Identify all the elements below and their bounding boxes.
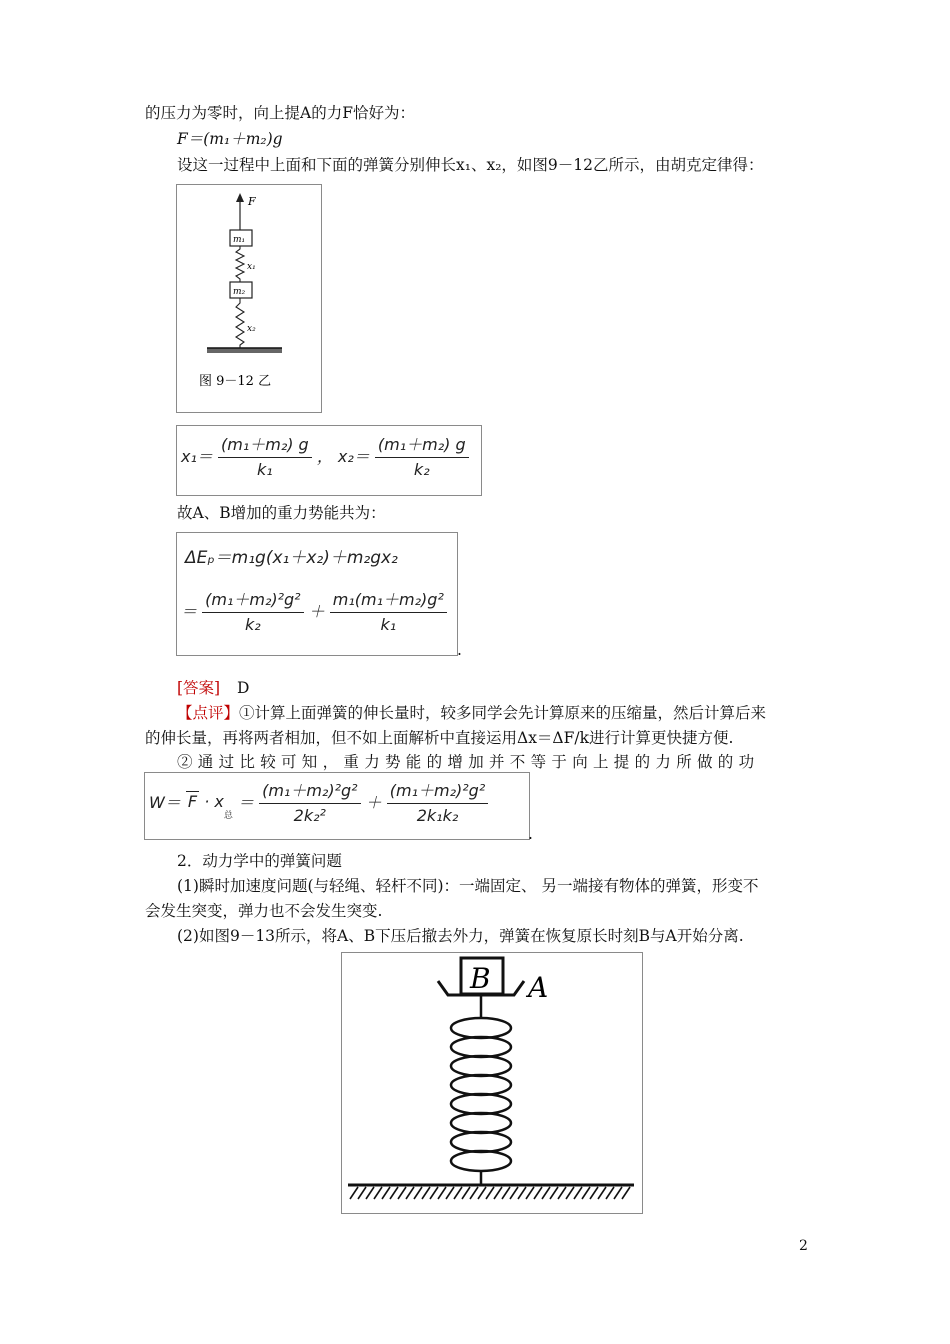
pe-plus: ＋: [308, 602, 325, 621]
answer-value: D: [237, 679, 250, 697]
x2-denominator: k₂: [413, 460, 430, 479]
pe-den-1: k₂: [245, 615, 261, 634]
page-number: 2: [799, 1238, 808, 1254]
pe-line-1: ΔEₚ＝m₁g(x₁＋x₂)＋m₂gx₂: [185, 548, 398, 568]
comment-text-3: ②通过比较可知，重力势能的增加并不等于向上提的力所做的功: [177, 753, 760, 771]
x2-label: x₂: [247, 324, 256, 334]
answer-label: [答案]: [177, 679, 221, 697]
spring-separation-diagram: [342, 953, 642, 1213]
work-num-2: (m₁＋m₂)²g²: [387, 778, 488, 804]
block-b-label: B: [470, 962, 491, 995]
work-sub: 总: [223, 811, 233, 821]
pe-num-1: (m₁＋m₂)²g²: [202, 587, 303, 613]
pe-num-2: m₁(m₁＋m₂)g²: [330, 587, 447, 613]
work-fbar: F: [187, 792, 198, 811]
section-2-item-2: (2)如图9－13所示，将A、B下压后撤去外力，弹簧在恢复原长时刻B与A开始分离.: [177, 927, 744, 945]
spring-mass-diagram: [177, 185, 321, 412]
x1-denominator: k₁: [257, 460, 273, 479]
pe-eq: ＝: [181, 602, 198, 621]
work-lhs: W＝: [149, 793, 181, 812]
x1-label: x₁: [247, 262, 256, 272]
work-mid: · x: [204, 792, 224, 811]
section-2-item-1a: (1)瞬时加速度问题(与轻绳、轻杆不同)：一端固定、 另一端接有物体的弹簧，形变不: [177, 877, 759, 895]
section-2-heading: 2．动力学中的弹簧问题: [177, 852, 342, 870]
figure-9-12: [176, 184, 322, 413]
m1-label: m₁: [233, 235, 246, 245]
ground-hatching: [350, 1187, 630, 1199]
comment-text: ①计算上面弹簧的伸长量时，较多同学会先计算原来的压缩量，然后计算后来: [239, 704, 767, 722]
plate-a-label: A: [528, 971, 549, 1004]
work-den-1: 2k₂²: [293, 806, 326, 825]
formula-hooke: [176, 425, 482, 496]
work-den-2: 2k₁k₂: [416, 806, 459, 825]
period-2: .: [528, 825, 533, 843]
comment-row: [177, 703, 766, 723]
pe-den-2: k₁: [380, 615, 397, 634]
work-eq: ＝: [237, 793, 254, 812]
period: .: [457, 641, 462, 659]
x1-eq: x₁＝: [181, 447, 213, 466]
figure-9-13: [341, 952, 643, 1214]
section-2-item-1b: 会发生突变，弹力也不会发生突变.: [145, 902, 383, 920]
text-line-1: 的压力为零时，向上提A的力F恰好为：: [145, 104, 415, 122]
answer-row: [177, 678, 249, 698]
comment-text-2: 的伸长量，再将两者相加，但不如上面解析中直接运用Δx＝ΔF/k进行计算更快捷方便.: [145, 729, 734, 747]
force-label: F: [248, 195, 256, 208]
x1-numerator: (m₁＋m₂) g: [218, 432, 312, 458]
x2-numerator: (m₁＋m₂) g: [375, 432, 469, 458]
force-formula: F＝(m₁＋m₂)g: [177, 130, 283, 148]
formula-potential-energy: [176, 532, 458, 656]
work-plus: ＋: [365, 793, 382, 812]
comment-label: 【点评】: [177, 704, 240, 722]
text-line-4: 故A、B增加的重力势能共为：: [177, 504, 386, 522]
spring-coils: [451, 1018, 511, 1171]
m2-label: m₂: [233, 287, 246, 297]
formula-separator: ，: [316, 447, 333, 466]
text-line-3: 设这一过程中上面和下面的弹簧分别伸长x₁、x₂，如图9－12乙所示，由胡克定律得：: [177, 156, 764, 174]
formula-work: [144, 772, 530, 840]
figure-caption: 图 9－12 乙: [199, 374, 272, 389]
work-num-1: (m₁＋m₂)²g²: [259, 778, 360, 804]
x2-eq: x₂＝: [337, 447, 370, 466]
